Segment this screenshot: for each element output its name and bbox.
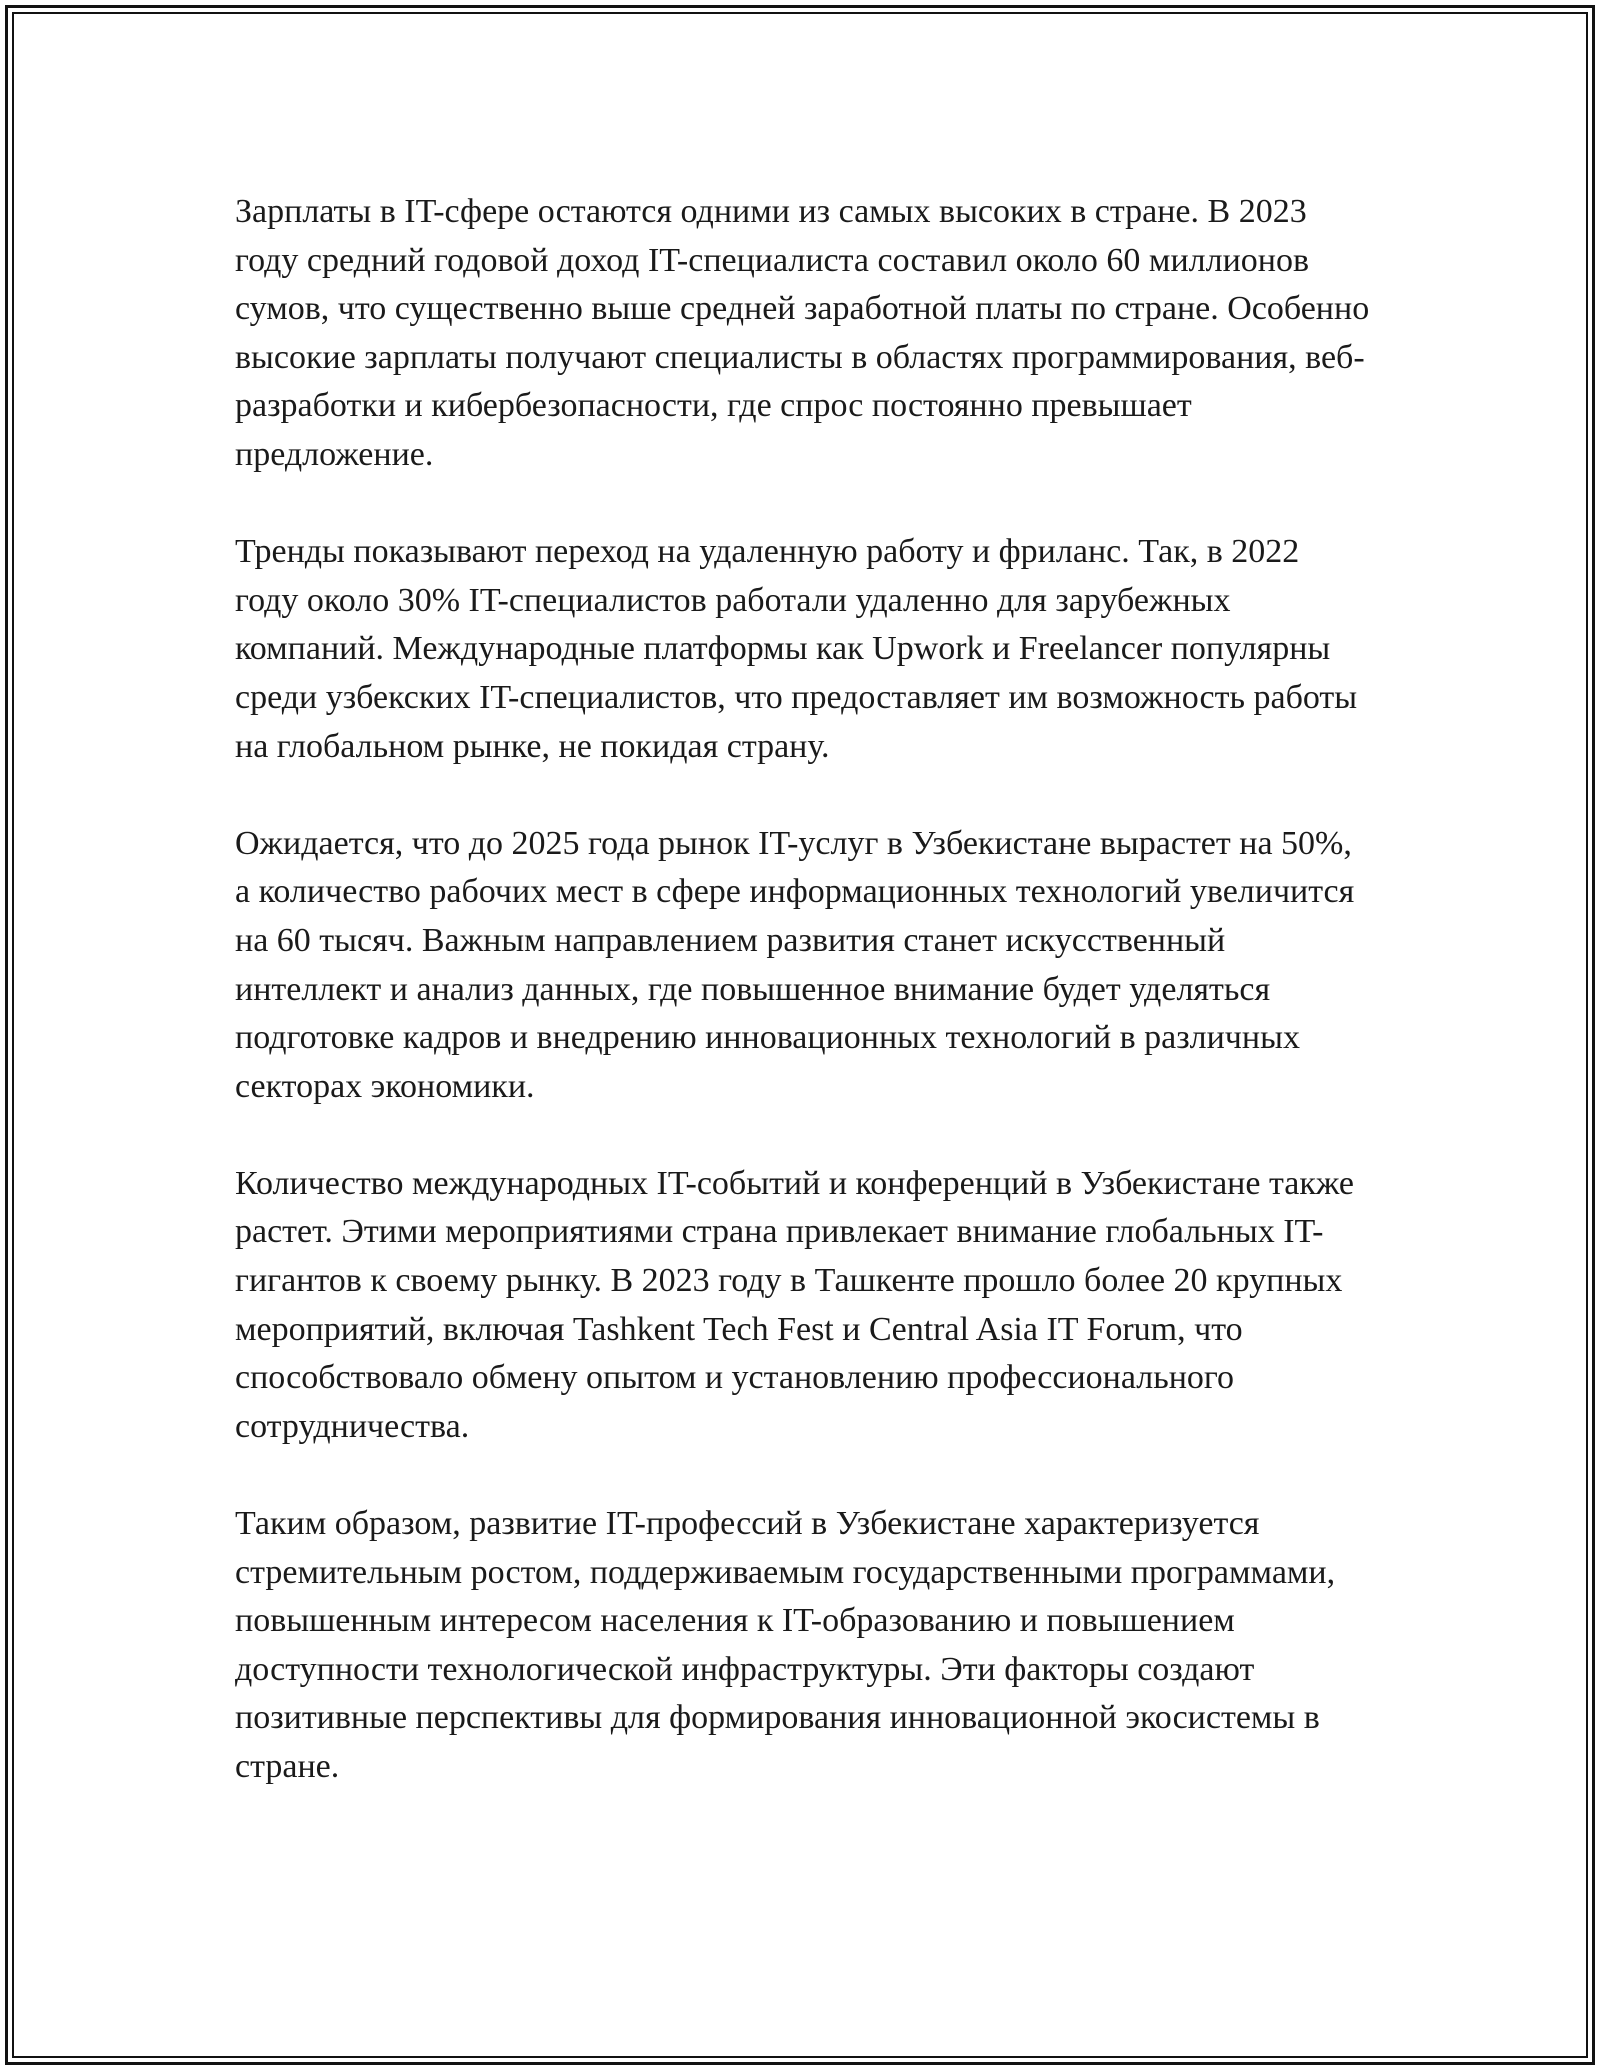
paragraph-market-forecast: Ожидается, что до 2025 года рынок IT-услуг в Узбекистане вырастет на 50%, а количество рабочих мест в сфере информационных технологий увеличится на 60 тысяч. Важным направлением развития станет искусственный интеллект и анализ данных, где повышенное внимание будет уделяться подготовке кадров и внедрению инновационных технологий в различных секторах экономики. <box>235 824 1355 1105</box>
paragraph-conclusion: Таким образом, развитие IT-профессий в Узбекистане характеризуется стремительным ростом, поддерживаемым государственными программами, повышенным интересом населения к IT-образованию и повышением доступности технологической инфраструктуры. Эти факторы создают позитивные перспективы для формирования инновационной экосистемы в стране. <box>235 1505 1336 1785</box>
paragraph-it-events: Количество международных IT-событий и конференций в Узбекистане также растет. Этими мероприятиями страна привлекает внимание глобальных IT-гигантов к своему рынку. В 2023 году в Ташкенте прошло более 20 крупных мероприятий, включая Tashkent Tech Fest и Central Asia IT Forum, что способствовало обмену опытом и установлению профессионального сотрудничества. <box>235 1164 1354 1445</box>
document-body <box>235 188 1370 1792</box>
paragraph-salaries: Зарплаты в IT-сфере остаются одними из самых высоких в стране. В 2023 году средний годовой доход IT-специалиста составил около 60 миллионов сумов, что существенно выше средней заработной платы по стране. Особенно высокие зарплаты получают специалисты в областях программирования, веб-разработки и кибербезопасности, где спрос постоянно превышает предложение. <box>235 193 1370 473</box>
paragraph-remote-work: Тренды показывают переход на удаленную работу и фриланс. Так, в 2022 году около 30% IT-специалистов работали удаленно для зарубежных компаний. Международные платформы как Upwork и Freelancer популярны среди узбекских IT-специалистов, что предоставляет им возможность работы на глобальном рынке, не покидая страну. <box>235 533 1358 765</box>
